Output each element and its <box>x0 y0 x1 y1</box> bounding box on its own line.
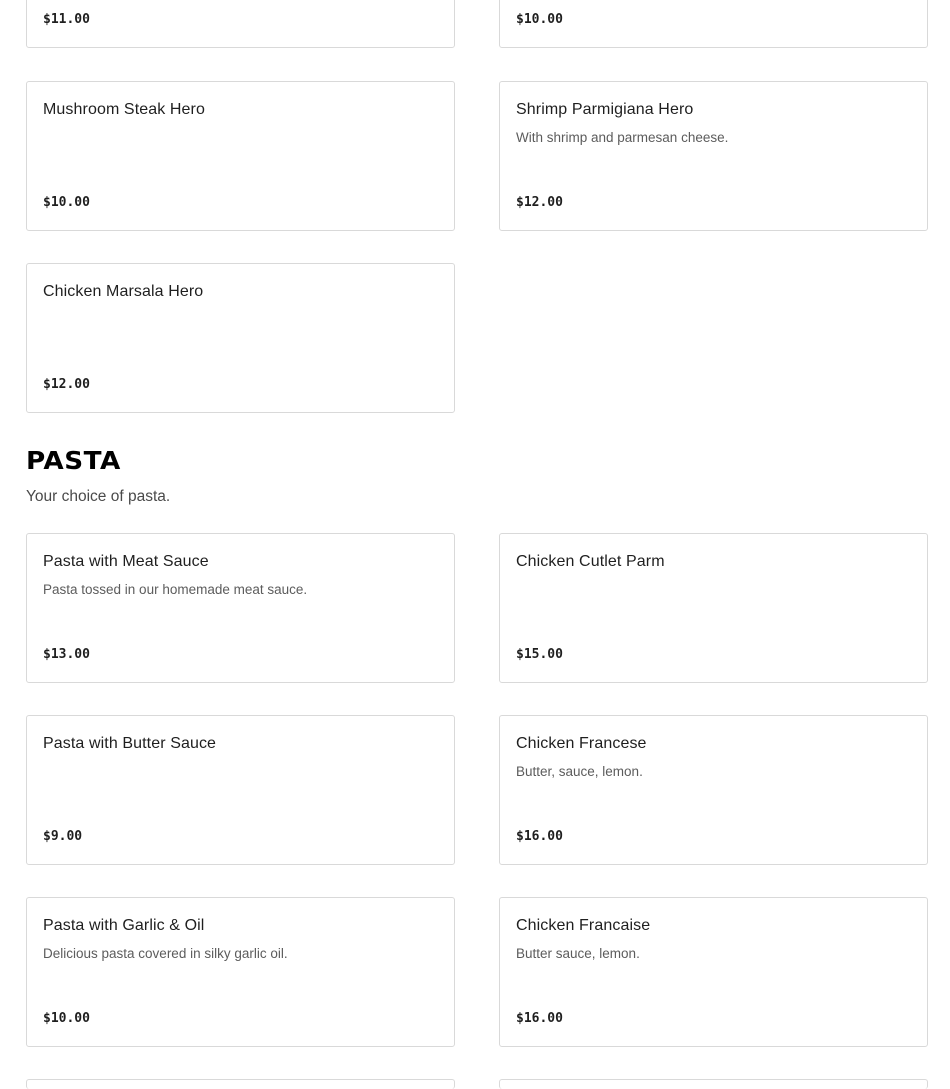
item-price: $12.00 <box>516 195 563 210</box>
section-title: PASTA <box>26 446 121 475</box>
menu-item-card[interactable] <box>499 715 928 865</box>
item-description: With shrimp and parmesan cheese. <box>516 130 729 145</box>
item-price: $15.00 <box>516 647 563 662</box>
menu-item-card[interactable] <box>26 715 455 865</box>
item-price: $16.00 <box>516 829 563 844</box>
item-price: $11.00 <box>43 12 90 27</box>
item-name: Pasta with Meat Sauce <box>43 553 209 570</box>
menu-item-card[interactable] <box>499 0 928 48</box>
menu-item-card[interactable] <box>26 0 455 48</box>
item-price: $10.00 <box>516 12 563 27</box>
menu-item-card[interactable] <box>26 263 455 413</box>
item-price: $10.00 <box>43 195 90 210</box>
item-price: $9.00 <box>43 829 83 844</box>
item-description: Butter, sauce, lemon. <box>516 764 643 779</box>
menu-item-card[interactable] <box>26 897 455 1047</box>
section-subtitle: Your choice of pasta. <box>26 488 171 505</box>
item-price: $16.00 <box>516 1011 563 1026</box>
item-description: Pasta tossed in our homemade meat sauce. <box>43 582 308 597</box>
item-description: Butter sauce, lemon. <box>516 946 640 961</box>
menu-item-card[interactable] <box>26 1079 455 1089</box>
item-name: Mushroom Steak Hero <box>43 101 205 118</box>
menu-item-card[interactable] <box>499 533 928 683</box>
item-name: Shrimp Parmigiana Hero <box>516 101 694 118</box>
item-name: Pasta with Garlic & Oil <box>43 917 205 934</box>
item-name: Chicken Francese <box>516 735 647 752</box>
menu-item-card[interactable] <box>499 81 928 231</box>
item-description: Delicious pasta covered in silky garlic oil. <box>43 946 288 961</box>
item-name: Chicken Marsala Hero <box>43 283 204 300</box>
menu-item-card[interactable] <box>26 533 455 683</box>
menu-item-card[interactable] <box>26 81 455 231</box>
item-price: $12.00 <box>43 377 90 392</box>
item-price: $13.00 <box>43 647 90 662</box>
item-price: $10.00 <box>43 1011 90 1026</box>
item-name: Pasta with Butter Sauce <box>43 735 217 752</box>
menu-item-card[interactable] <box>499 897 928 1047</box>
item-name: Chicken Francaise <box>516 917 651 934</box>
menu-item-card[interactable] <box>499 1079 928 1089</box>
item-name: Chicken Cutlet Parm <box>516 553 665 570</box>
